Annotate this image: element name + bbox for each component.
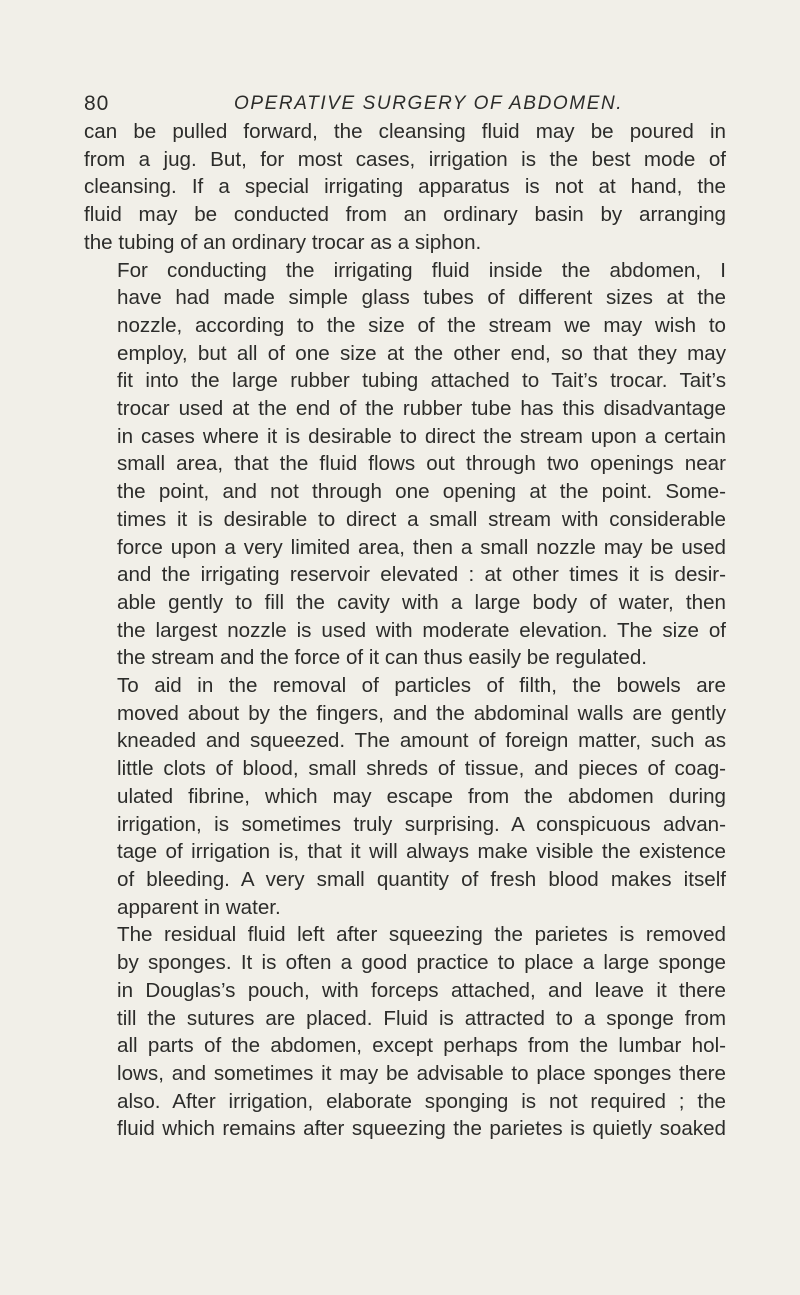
text-line: ulated fibrine, which may escape from the abdomen during bbox=[117, 784, 726, 808]
text-line: lows, and sometimes it may be advisable to place sponges there bbox=[117, 1061, 726, 1085]
text-line: and the irrigating reservoir elevated : at other times it is desir- bbox=[117, 563, 726, 587]
text-line: apparent in water. bbox=[117, 895, 281, 919]
text-line: employ, but all of one size at the other end, so that they may bbox=[117, 341, 726, 365]
text-line: moved about by the fingers, and the abdominal walls are gently bbox=[117, 701, 726, 725]
text-line: times it is desirable to direct a small stream with considerable bbox=[117, 507, 726, 531]
text-line: force upon a very limited area, then a small nozzle may be used bbox=[117, 535, 726, 559]
text-line: the largest nozzle is used with moderate elevation. The size of bbox=[117, 618, 726, 642]
text-line: trocar used at the end of the rubber tube has this disadvantage bbox=[117, 397, 726, 421]
text-line: nozzle, according to the size of the stream we may wish to bbox=[117, 313, 726, 337]
text-line: cleansing. If a special irrigating apparatus is not at hand, the bbox=[84, 175, 726, 199]
text-line: in cases where it is desirable to direct the stream upon a certain bbox=[117, 424, 726, 448]
text-line: little clots of blood, small shreds of tissue, and pieces of coag- bbox=[117, 757, 726, 781]
running-head bbox=[84, 84, 724, 114]
text-line: fit into the large rubber tubing attached to Tait’s trocar. Tait’s bbox=[117, 369, 726, 393]
text-line: The residual fluid left after squeezing the parietes is removed bbox=[117, 923, 726, 947]
text-line: kneaded and squeezed. The amount of foreign matter, such as bbox=[117, 729, 726, 753]
text-line: of bleeding. A very small quantity of fresh blood makes itself bbox=[117, 867, 726, 891]
text-line: fluid which remains after squeezing the parietes is quietly soaked bbox=[117, 1117, 726, 1141]
text-line: the stream and the force of it can thus easily be regulated. bbox=[117, 646, 648, 670]
text-line: by sponges. It is often a good practice to place a large sponge bbox=[117, 951, 726, 975]
text-line: the tubing of an ordinary trocar as a siphon. bbox=[84, 230, 482, 254]
paragraph bbox=[84, 921, 726, 1143]
text-line: can be pulled forward, the cleansing fluid may be poured in bbox=[84, 120, 726, 143]
text-line: irrigation, is sometimes truly surprising. A conspicuous advan- bbox=[117, 812, 726, 836]
paragraph bbox=[84, 118, 726, 257]
text-line: have had made simple glass tubes of different sizes at the bbox=[117, 286, 726, 310]
text-line: tage of irrigation is, that it will always make visible the existence bbox=[117, 840, 726, 864]
text-line: fluid may be conducted from an ordinary basin by arranging bbox=[84, 203, 726, 227]
text-line: To aid in the removal of particles of filth, the bowels are bbox=[117, 674, 726, 698]
text-line: the point, and not through one opening at the point. Some- bbox=[117, 480, 726, 504]
body-text bbox=[84, 118, 726, 1143]
text-line: till the sutures are placed. Fluid is attracted to a sponge from bbox=[117, 1006, 726, 1030]
page-number: 80 bbox=[84, 92, 110, 115]
text-line: all parts of the abdomen, except perhaps from the lumbar hol- bbox=[117, 1034, 726, 1058]
paragraph bbox=[84, 257, 726, 673]
text-line: able gently to fill the cavity with a large body of water, then bbox=[117, 590, 726, 614]
text-line: For conducting the irrigating fluid inside the abdomen, I bbox=[117, 258, 726, 282]
text-line: small area, that the fluid flows out through two openings near bbox=[117, 452, 726, 476]
paragraph bbox=[84, 672, 726, 921]
text-line: from a jug. But, for most cases, irrigation is the best mode of bbox=[84, 147, 726, 171]
text-line: in Douglas’s pouch, with forceps attached, and leave it there bbox=[117, 978, 726, 1002]
text-line: also. After irrigation, elaborate sponging is not required ; the bbox=[117, 1089, 726, 1113]
running-title: OPERATIVE SURGERY OF ABDOMEN. bbox=[234, 93, 624, 114]
